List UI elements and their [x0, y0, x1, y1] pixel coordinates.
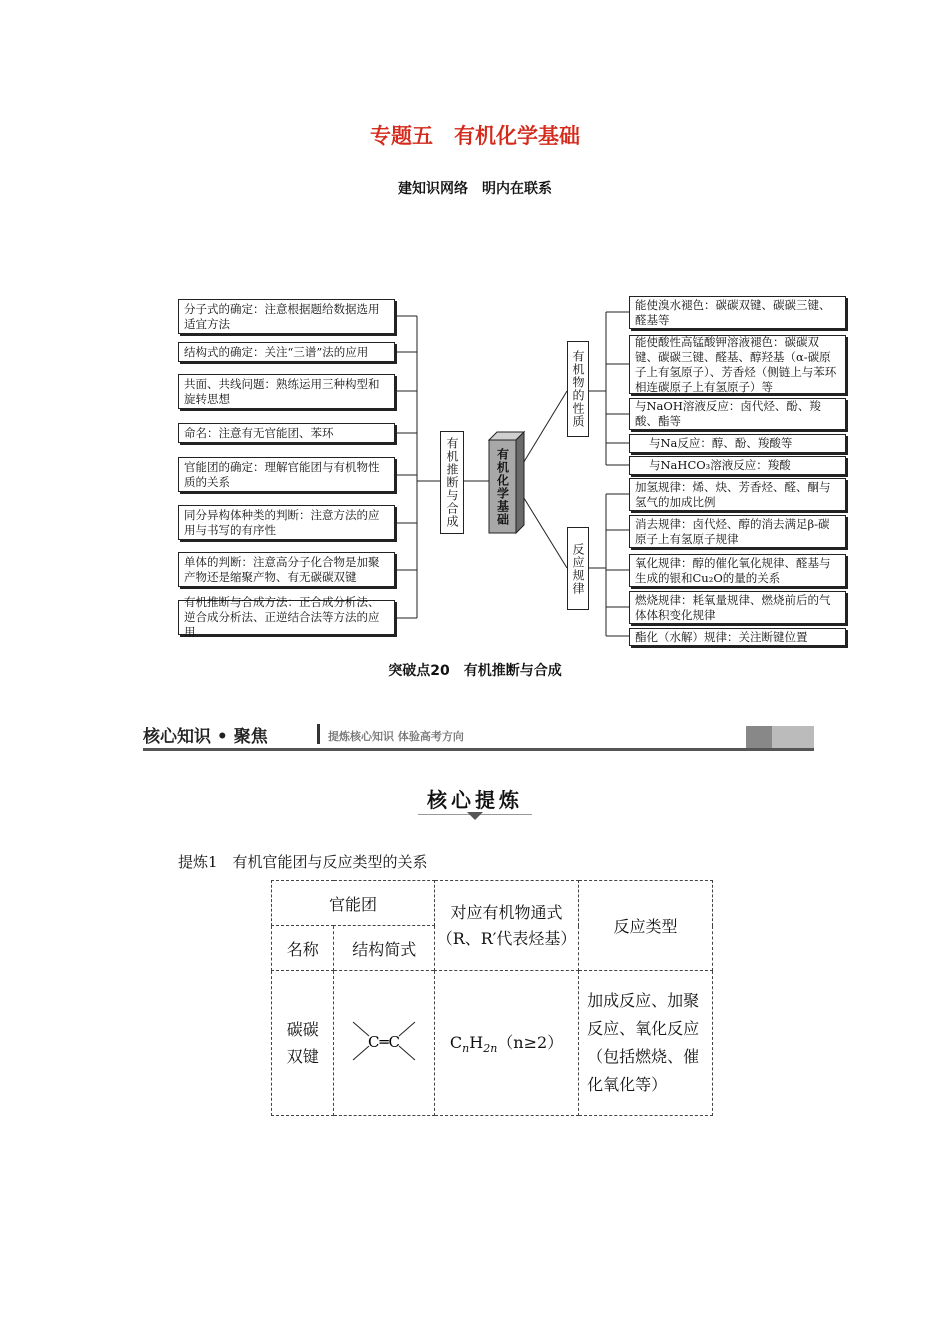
left-item: 共面、共线问题：熟练运用三种构型和旋转思想	[178, 374, 395, 409]
mindmap-left-node: 有机推断与合成	[440, 431, 464, 534]
table-header-name: 名称	[272, 926, 334, 971]
banner-divider	[317, 724, 320, 744]
banner-decoration	[772, 726, 814, 748]
alkene-structure-icon	[349, 1016, 419, 1066]
property-item: 与Na反应：醇、酚、羧酸等	[629, 434, 846, 453]
reaction-rule-item: 加氢规律：烯、炔、芳香烃、醛、酮与氢气的加成比例	[629, 478, 846, 511]
table-header-group: 官能团	[272, 881, 435, 926]
svg-text:C═C: C═C	[368, 1033, 401, 1051]
left-item: 结构式的确定：关注“三谱”法的应用	[178, 342, 395, 362]
section-banner	[143, 720, 814, 752]
table-row	[272, 971, 713, 1116]
property-item: 能使溴水褪色：碳碳双键、碳碳三键、醛基等	[629, 296, 846, 329]
mindmap-right-node-reactions: 反应规律	[567, 527, 589, 610]
left-item: 同分异构体种类的判断：注意方法的应用与书写的有序性	[178, 505, 395, 540]
cell-struct	[334, 971, 435, 1116]
property-item: 与NaOH溶液反应：卤代烃、酚、羧酸、酯等	[629, 398, 846, 430]
core-heading-marker	[467, 812, 483, 820]
reaction-rule-item: 酯化（水解）规律：关注断键位置	[629, 628, 846, 646]
table-header-formula: 对应有机物通式 （R、R′代表烃基）	[435, 881, 579, 971]
banner-subtitle: 提炼核心知识 体验高考方向	[328, 730, 464, 743]
cell-reaction: 加成反应、加聚反应、氧化反应（包括燃烧、催化氧化等）	[579, 971, 713, 1116]
banner-rule	[143, 748, 814, 751]
table-header-reaction: 反应类型	[579, 881, 713, 971]
table-header-struct: 结构简式	[334, 926, 435, 971]
extract-title: 提炼1 有机官能团与反应类型的关系	[178, 853, 428, 871]
left-item: 单体的判断：注意高分子化合物是加聚产物还是缩聚产物、有无碳碳双键	[178, 552, 395, 587]
mindmap-right-node-properties: 有机物的性质	[567, 341, 589, 437]
page-title: 专题五 有机化学基础	[370, 124, 580, 148]
left-item: 分子式的确定：注意根据题给数据选用适宜方法	[178, 299, 395, 334]
functional-group-table	[271, 880, 713, 1116]
core-heading: 核心提炼	[427, 788, 523, 812]
reaction-rule-item: 氧化规律：醇的催化氧化规律、醛基与生成的银和Cu₂O的量的关系	[629, 554, 846, 587]
section-caption: 突破点20 有机推断与合成	[388, 663, 562, 679]
property-item: 能使酸性高锰酸钾溶液褪色：碳碳双键、碳碳三键、醛基、醇羟基（α-碳原子上有氢原子）、芳香烃（侧链上与苯环相连碳原子上有氢原子）等	[629, 335, 846, 394]
banner-decoration	[746, 726, 772, 748]
banner-title: 核心知识 • 聚焦	[143, 727, 268, 747]
page-subtitle: 建知识网络 明内在联系	[398, 181, 552, 197]
left-item: 官能团的确定：理解官能团与有机物性质的关系	[178, 457, 395, 492]
mindmap-center: 有机化学基础	[495, 447, 510, 526]
reaction-rule-item: 消去规律：卤代烃、醇的消去满足β-碳原子上有氢原子规律	[629, 515, 846, 548]
left-item: 有机推断与合成方法：正合成分析法、逆合成分析法、正逆结合法等方法的应用	[178, 600, 395, 635]
left-item: 命名：注意有无官能团、苯环	[178, 423, 395, 443]
cell-name: 碳碳 双键	[272, 971, 334, 1116]
reaction-rule-item: 燃烧规律：耗氧量规律、燃烧前后的气体体积变化规律	[629, 591, 846, 624]
cell-formula: $C_nH_{2n}(n\ge 2)$	[435, 971, 579, 1116]
property-item: 与NaHCO₃溶液反应：羧酸	[629, 456, 846, 475]
